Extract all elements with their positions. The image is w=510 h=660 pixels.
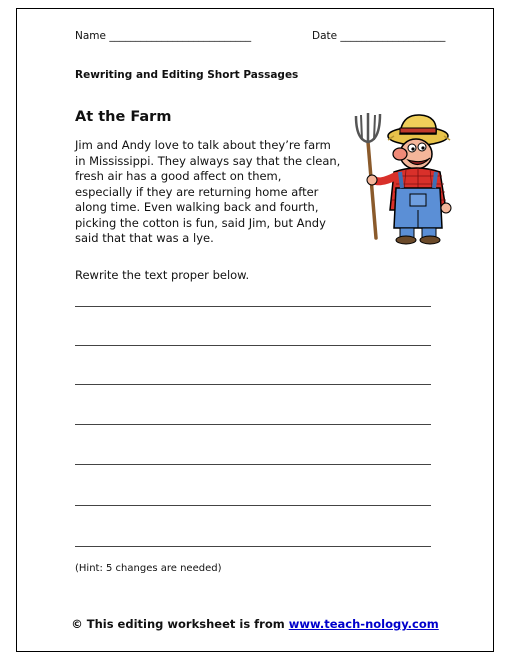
worksheet-type-heading: Rewriting and Editing Short Passages xyxy=(75,69,299,81)
teach-nology-link[interactable]: www.teach-nology.com xyxy=(288,617,439,631)
farmer-illustration xyxy=(350,110,460,245)
footer-prefix: © This editing worksheet is from xyxy=(71,617,289,631)
passage-text xyxy=(75,138,365,247)
answer-line[interactable] xyxy=(75,464,431,465)
answer-line[interactable] xyxy=(75,345,431,346)
footer-credit xyxy=(0,617,510,631)
passage-line: fresh air has a good affect on them, xyxy=(75,169,282,183)
date-field-label: Date ____________________ xyxy=(312,30,446,42)
answer-line[interactable] xyxy=(75,424,431,425)
passage-line: along time. Even walking back and fourth, xyxy=(75,200,319,214)
answer-line[interactable] xyxy=(75,306,431,307)
story-title: At the Farm xyxy=(75,109,172,125)
passage-line: said that that was a lye. xyxy=(75,231,214,245)
passage-line: picking the cotton is fun, said Jim, but Andy xyxy=(75,215,326,230)
name-field-label: Name ___________________________ xyxy=(75,30,252,42)
passage-line: especially if they are returning home after xyxy=(75,184,319,199)
worksheet-page xyxy=(16,8,494,652)
rewrite-instruction: Rewrite the text proper below. xyxy=(75,268,250,282)
hint-text: (Hint: 5 changes are needed) xyxy=(75,563,222,574)
passage-line: in Mississippi. They always say that the clean, xyxy=(75,153,341,168)
answer-line[interactable] xyxy=(75,505,431,506)
answer-line[interactable] xyxy=(75,384,431,385)
answer-line[interactable] xyxy=(75,546,431,547)
passage-line: Jim and Andy love to talk about they’re farm xyxy=(75,138,331,152)
pitchfork-icon xyxy=(356,113,380,238)
